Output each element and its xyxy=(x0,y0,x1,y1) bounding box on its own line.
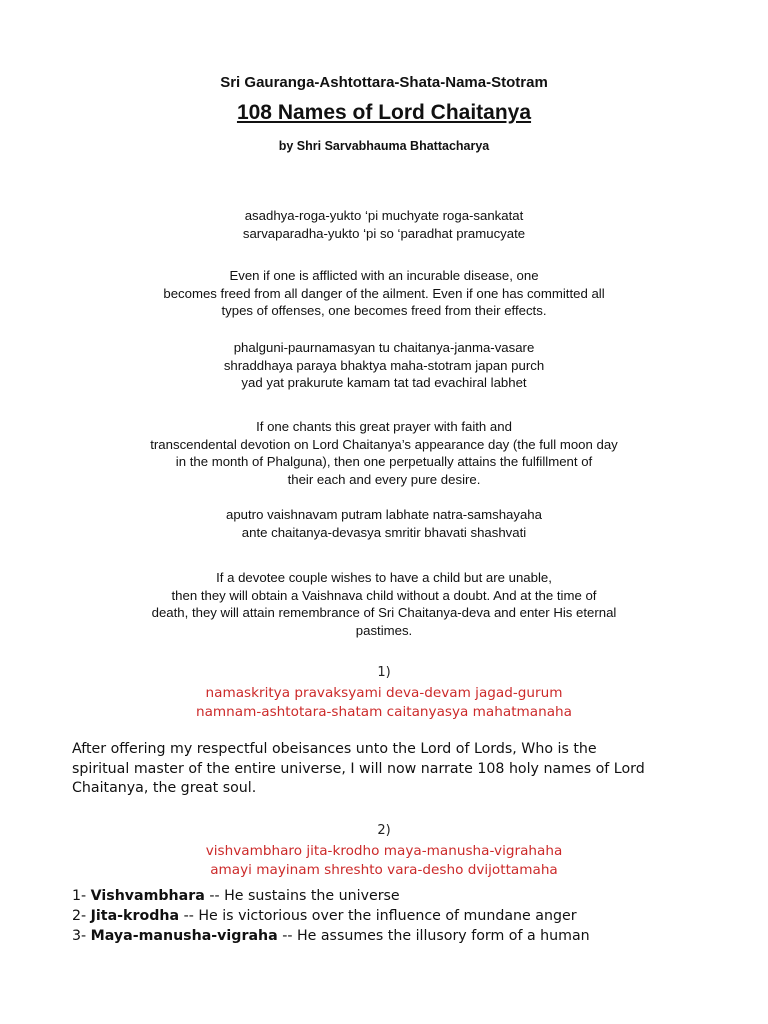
name-meaning: -- He assumes the illusory form of a human xyxy=(277,928,590,944)
intro-verse-1 xyxy=(0,207,768,242)
name-meaning: -- He sustains the universe xyxy=(204,888,400,904)
intro-translation-3 xyxy=(0,569,768,639)
translation-line: Even if one is afflicted with an incurable disease, one xyxy=(229,268,539,283)
author-line: by Shri Sarvabhauma Bhattacharya xyxy=(278,139,490,153)
verse-line: shraddhaya paraya bhaktya maha-stotram japan purch xyxy=(223,357,545,373)
intro-verse-3 xyxy=(0,506,768,541)
intro-translation-2 xyxy=(0,418,768,488)
list-item xyxy=(72,926,712,946)
translation-line: in the month of Phalguna), then one perpetually attains the fulfillment of xyxy=(175,454,593,469)
verse-2-sanskrit xyxy=(0,842,768,880)
name-meaning: -- He is victorious over the influence of mundane anger xyxy=(179,908,577,924)
translation-line: If one chants this great prayer with faith and xyxy=(256,419,512,434)
intro-translation-1 xyxy=(0,267,768,320)
translation-line: transcendental devotion on Lord Chaitanya’s appearance day (the full moon day xyxy=(150,436,618,452)
verse-line: aputro vaishnavam putram labhate natra-samshayaha xyxy=(226,507,542,522)
name-term: Maya-manusha-vigraha xyxy=(90,928,278,944)
verse-line: namaskritya pravaksyami deva-devam jagad-gurum xyxy=(205,685,563,701)
verse-line: ante chaitanya-devasya smritir bhavati shashvati xyxy=(241,524,527,540)
verse-1-translation xyxy=(72,740,712,799)
translation-line: types of offenses, one becomes freed from their effects. xyxy=(221,303,547,318)
title-sanskrit: Sri Gauranga-Ashtottara-Shata-Nama-Stotram xyxy=(220,74,548,91)
title-english: 108 Names of Lord Chaitanya xyxy=(236,101,532,124)
verse-line: amayi mayinam shreshto vara-desho dvijottamaha xyxy=(210,862,558,878)
list-item xyxy=(72,886,712,906)
list-item xyxy=(72,906,712,926)
translation-line: Chaitanya, the great soul. xyxy=(72,780,257,796)
translation-line: spiritual master of the entire universe, I will now narrate 108 holy names of Lord xyxy=(72,760,645,777)
translation-line: then they will obtain a Vaishnava child without a doubt. And at the time of xyxy=(171,587,597,603)
translation-line: After offering my respectful obeisances unto the Lord of Lords, Who is the xyxy=(72,741,597,757)
translation-line: pastimes. xyxy=(355,622,413,638)
verse-line: vishvambharo jita-krodho maya-manusha-vigrahaha xyxy=(205,843,563,859)
name-term: Vishvambhara xyxy=(90,888,205,904)
verse-line: asadhya-roga-yukto ‘pi muchyate roga-sankatat xyxy=(244,208,524,223)
verse-number-1: 1) xyxy=(377,665,391,680)
verse-number-2: 2) xyxy=(377,823,391,838)
translation-line: If a devotee couple wishes to have a child but are unable, xyxy=(216,570,552,585)
translation-line: becomes freed from all danger of the ailment. Even if one has committed all xyxy=(163,285,605,301)
verse-line: yad yat prakurute kamam tat tad evachiral labhet xyxy=(241,375,527,390)
translation-line: their each and every pure desire. xyxy=(287,471,481,487)
translation-line: death, they will attain remembrance of Sri Chaitanya-deva and enter His eternal xyxy=(151,605,617,620)
verse-1-sanskrit xyxy=(0,684,768,722)
verse-line: phalguni-paurnamasyan tu chaitanya-janma-vasare xyxy=(233,340,535,355)
name-number: 3- xyxy=(72,928,91,944)
name-number: 2- xyxy=(72,908,91,924)
name-term: Jita-krodha xyxy=(90,908,180,924)
names-list xyxy=(72,886,712,946)
verse-line: namnam-ashtotara-shatam caitanyasya mahatmanaha xyxy=(195,704,572,720)
intro-verse-2 xyxy=(0,339,768,392)
name-number: 1- xyxy=(72,888,91,904)
verse-line: sarvaparadha-yukto ‘pi so ‘paradhat pramucyate xyxy=(242,225,526,241)
